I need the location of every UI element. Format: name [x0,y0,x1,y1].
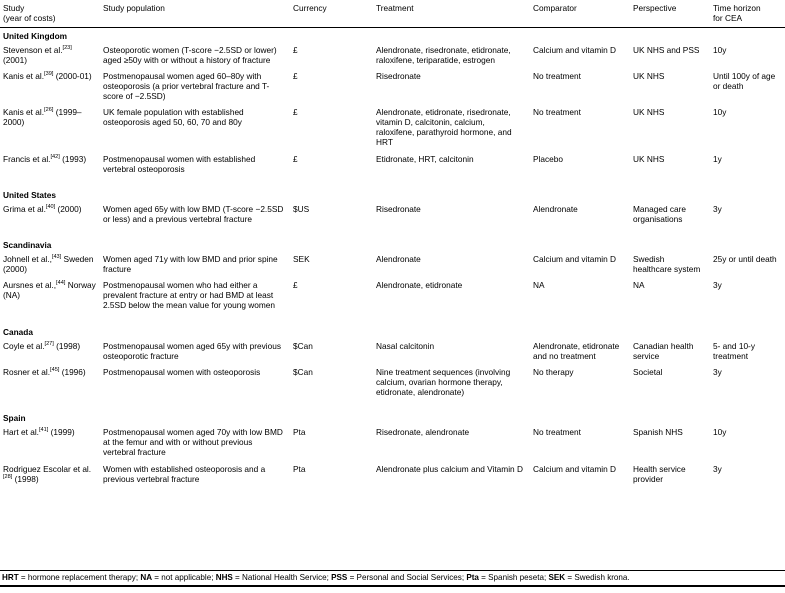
cell-currency: £ [293,153,298,164]
cell-study [0,277,100,313]
cell-comparator: NA [533,280,545,291]
table-row [0,42,785,68]
cell-currency: £ [293,44,298,55]
column-header-comparator-line1: Comparator [533,3,577,13]
cell-study-population: Postmenopausal women aged 65y with previous osteoporotic fracture [103,340,282,361]
section-spacer [0,314,785,323]
column-header-currency [290,0,373,27]
cell-time-horizon: 3y [713,463,722,474]
cell-comparator: No treatment [533,107,581,118]
study-year: (1999–2000) [3,107,82,128]
table-row [0,201,785,227]
table-row [0,68,785,104]
column-header-comparator [530,0,630,27]
study-reference: [28] [3,473,13,480]
study-reference: [45] [50,367,60,374]
region-heading: Spain [3,413,26,424]
cell-perspective: UK NHS [633,70,665,81]
study-reference: [26] [44,107,54,114]
region-heading-row [0,323,785,338]
cell-perspective: UK NHS and PSS [633,44,700,55]
cell-study-population: Women aged 65y with low BMD (T-score −2.5SD or less) and a previous vertebral fracture [103,203,284,224]
region-heading-row [0,27,785,42]
study-name: Rosner et al. [3,366,51,377]
region-heading-row [0,409,785,424]
cell-comparator: Calcium and vitamin D [533,463,616,474]
cell-currency: £ [293,107,298,118]
column-header-time-horizon [710,0,785,27]
study-year: (1996) [59,366,86,377]
footnote-abbr: HRT [2,572,19,582]
cell-time-horizon: 3y [713,366,722,377]
spacer-cell [0,177,785,186]
section-spacer [0,227,785,236]
footnote-expansion: = National Health Service; [232,572,332,582]
column-header-study-population [100,0,290,27]
table-row [0,151,785,177]
cell-comparator: Calcium and vitamin D [533,254,616,265]
column-header-treatment [373,0,530,27]
cell-study-population: Postmenopausal women who had either a prevalent fracture at entry or had BMD at least 2.5SD below the mean value for young women [103,280,276,311]
cell-study-population: Postmenopausal women aged 60–80y with osteoporosis (a prior vertebral fracture and T-score of −2.5SD) [103,70,270,102]
cell-treatment: Etidronate, HRT, calcitonin [376,153,474,164]
cell-perspective: UK NHS [633,107,665,118]
cell-study [0,42,100,68]
cell-study [0,251,100,277]
cell-study-population: Postmenopausal women aged 70y with low BMD at the femur and with or without previous vertebral fracture [103,427,283,458]
study-name: Kanis et al. [3,70,45,81]
cell-study [0,338,100,364]
spacer-cell [0,227,785,236]
cell-time-horizon: 5- and 10-y treatment [713,340,755,361]
cell-treatment: Risedronate, alendronate [376,427,470,438]
cell-perspective: Health service provider [633,463,686,484]
footnote-expansion: = Personal and Social Services; [347,572,467,582]
footnote-abbreviations [2,573,783,583]
column-header-study-population-line1: Study population [103,3,165,13]
study-reference: [27] [44,340,54,347]
table-header [0,0,785,27]
footnote-expansion: = Swedish krona. [565,572,630,582]
study-year: (1999) [48,427,75,438]
region-heading-row [0,186,785,201]
cell-time-horizon: 3y [713,280,722,291]
cell-currency: Pta [293,463,306,474]
study-reference: [42] [50,153,60,160]
study-reference: [43] [51,254,62,261]
study-name: Rodriguez Escolar et al. [3,463,92,474]
study-reference: [39] [44,71,54,78]
table-row [0,364,785,400]
region-heading: United Kingdom [3,30,68,41]
cell-currency: $Can [293,340,313,351]
cell-time-horizon: 25y or until death [713,254,777,265]
cell-study [0,151,100,177]
cell-currency: $Can [293,366,313,377]
region-heading: Canada [3,326,33,337]
region-heading: United States [3,189,57,200]
table-row [0,104,785,150]
study-year: Sweden (2000) [3,254,94,275]
cell-treatment: Nine treatment sequences (involving calcium, ovarian hormone therapy, etidronate, alendronate) [376,366,511,398]
cell-treatment: Alendronate, etidronate, risedronate, vitamin D, calcitonin, calcium, raloxifene, parathyroid hormone, and HRT [376,107,512,148]
table-body [0,27,785,487]
cell-time-horizon: 10y [713,107,727,118]
study-name: Aursnes et al., [3,280,57,291]
cell-study [0,68,100,104]
cell-perspective: Swedish healthcare system [633,254,701,275]
section-spacer [0,177,785,186]
study-year: (1993) [59,153,87,164]
table-header-row [0,0,785,27]
cell-study [0,201,100,227]
cell-treatment: Alendronate [376,254,421,265]
cell-perspective: UK NHS [633,153,665,164]
cell-time-horizon: 3y [713,203,722,214]
column-header-study [0,0,100,27]
study-year: (2000-01) [53,70,92,81]
cell-time-horizon: Until 100y of age or death [713,70,776,91]
column-header-perspective [630,0,710,27]
cell-study [0,364,100,400]
study-year: (1998) [12,473,39,484]
footnote-abbr: SEK [548,572,566,582]
cell-time-horizon: 10y [713,427,727,438]
cell-comparator: Alendronate [533,203,578,214]
cell-currency: SEK [293,254,310,265]
cell-treatment: Alendronate plus calcium and Vitamin D [376,463,523,474]
cell-comparator: No treatment [533,70,581,81]
cell-treatment: Risedronate [376,203,421,214]
column-header-time-horizon-line2: for CEA [713,13,743,24]
table-row [0,424,785,460]
cell-time-horizon: 1y [713,153,722,164]
cell-perspective: Societal [633,366,663,377]
cell-comparator: No therapy [533,366,574,377]
study-name: Hart et al. [3,427,39,438]
footnote-expansion: = not applicable; [152,572,216,582]
study-year: (1998) [53,340,81,351]
study-year: Norway (NA) [3,280,96,301]
footnote-abbr: Pta [466,572,479,582]
column-header-perspective-line1: Perspective [633,3,677,13]
section-spacer [0,400,785,409]
cell-study [0,104,100,150]
study-name: Johnell et al., [3,254,52,265]
study-reference: [41] [38,427,49,434]
cell-treatment: Alendronate, risedronate, etidronate, raloxifene, teriparatide, estrogen [376,44,511,65]
footnote-expansion: = Spanish peseta; [478,572,549,582]
cell-treatment: Alendronate, etidronate [376,280,463,291]
spacer-cell [0,400,785,409]
footnote-abbr: PSS [331,572,348,582]
cell-study-population: Osteoporotic women (T-score −2.5SD or lower) aged ≥50y with or without a history of fracture [103,44,277,65]
study-reference: [40] [45,204,56,211]
column-header-study-line2: (year of costs) [3,13,56,24]
cell-treatment: Nasal calcitonin [376,340,435,351]
column-header-currency-line1: Currency [293,3,327,13]
cell-comparator: Alendronate, etidronate and no treatment [533,340,620,361]
cell-perspective: NA [633,280,645,291]
table-row [0,277,785,313]
cell-study-population: Women aged 71y with low BMD and prior spine fracture [103,254,278,275]
cell-currency: £ [293,70,298,81]
cell-study-population: Women with established osteoporosis and a previous vertebral fracture [103,463,266,484]
column-header-time-horizon-line1: Time horizon [713,3,761,13]
study-year: (2000) [55,203,82,214]
column-header-treatment-line1: Treatment [376,3,414,13]
cell-comparator: No treatment [533,427,581,438]
footnote-abbr: NA [140,572,153,582]
study-name: Coyle et al. [3,340,45,351]
study-year: (2001) [3,54,27,65]
table-row [0,251,785,277]
cell-perspective: Spanish NHS [633,427,683,438]
study-name: Grima et al. [3,203,46,214]
column-header-study-line1: Study [3,3,25,13]
study-reference: [44] [56,280,66,287]
cell-study-population: UK female population with established osteoporosis aged 50, 60, 70 and 80y [103,107,244,128]
study-name: Stevenson et al. [3,44,63,55]
cell-comparator: Calcium and vitamin D [533,44,616,55]
cell-study [0,424,100,460]
cell-comparator: Placebo [533,153,563,164]
footnote-abbr: NHS [215,572,233,582]
cell-study-population: Postmenopausal women with osteoporosis [103,366,261,377]
cell-perspective: Managed care organisations [633,203,687,224]
spacer-cell [0,314,785,323]
cell-currency: $US [293,203,310,214]
cell-currency: £ [293,280,298,291]
cell-study [0,461,100,487]
footnote-expansion: = hormone replacement therapy; [18,572,141,582]
table-footnote [0,570,785,587]
region-heading: Scandinavia [3,240,52,250]
table-row [0,461,785,487]
cell-study-population: Postmenopausal women with established vertebral osteoporosis [103,153,256,174]
cell-currency: Pta [293,427,306,438]
cell-perspective: Canadian health service [633,340,694,361]
cell-time-horizon: 10y [713,44,727,55]
study-name: Francis et al. [3,153,51,164]
study-name: Kanis et al. [3,107,45,118]
cell-treatment: Risedronate [376,70,421,81]
study-reference: [23] [62,44,72,51]
table-row [0,338,785,364]
region-heading-row [0,236,785,251]
